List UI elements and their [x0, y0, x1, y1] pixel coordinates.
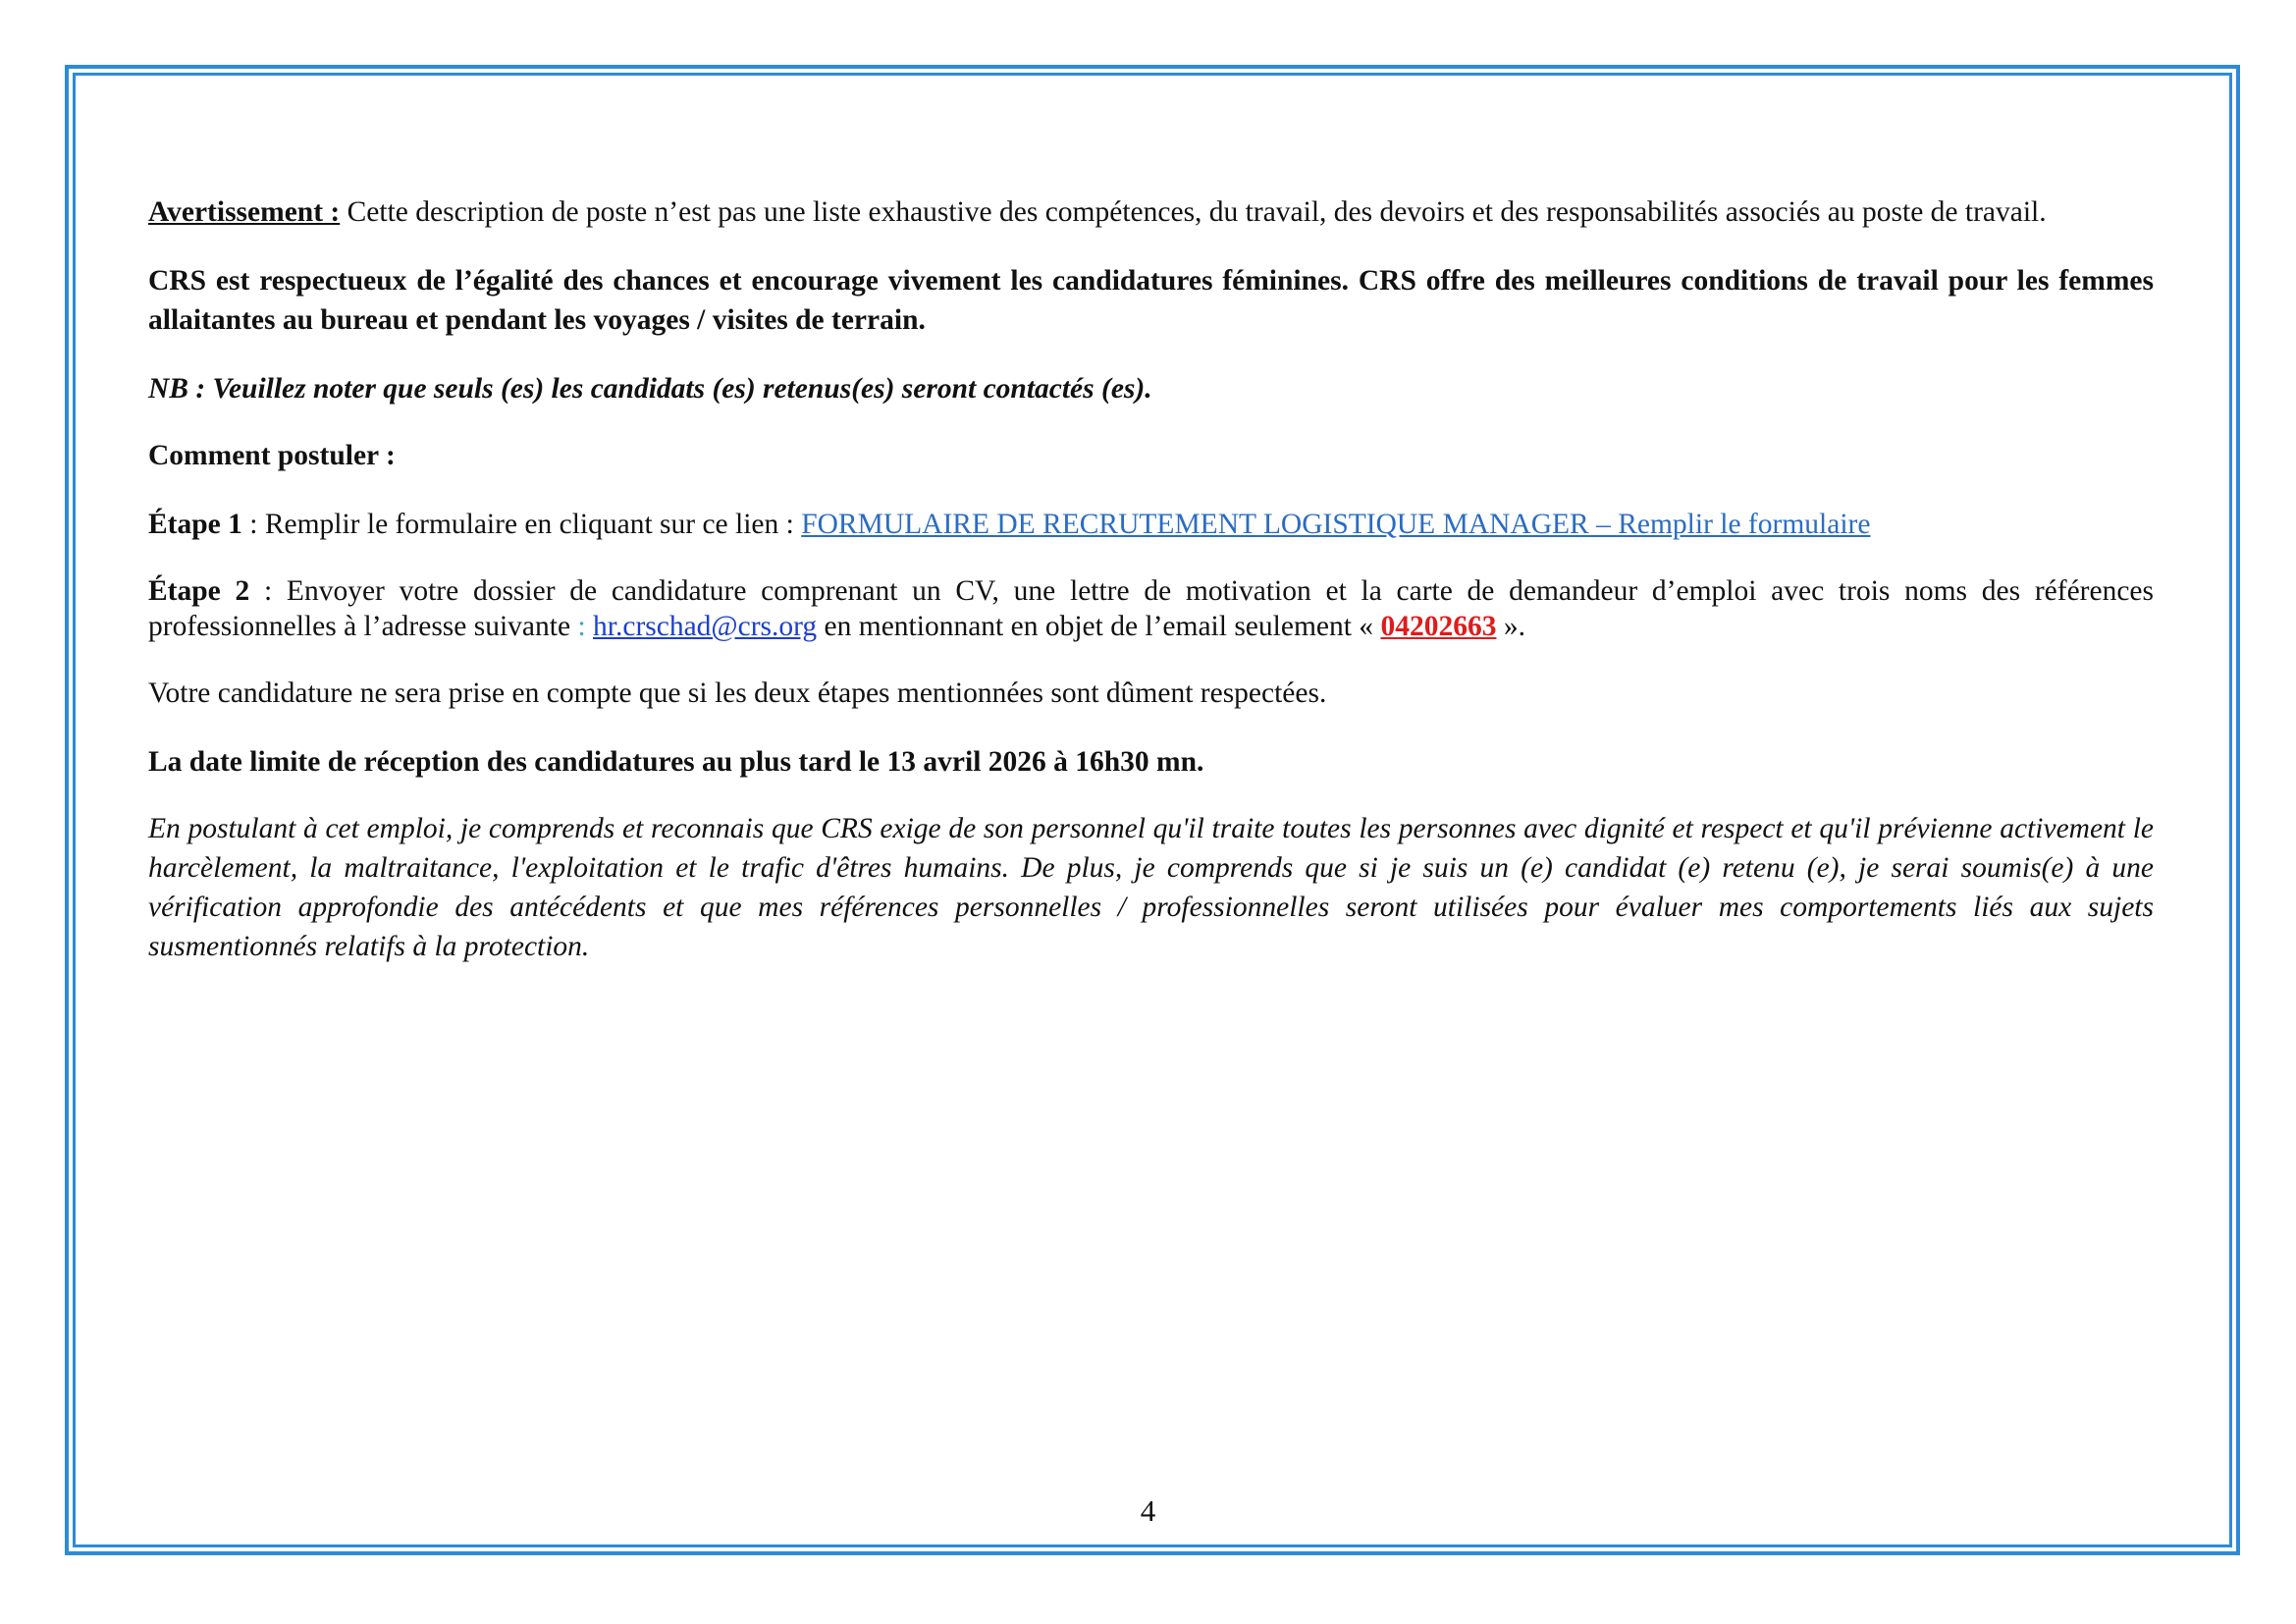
document-body — [148, 192, 2154, 966]
step1-text: : Remplir le formulaire en cliquant sur ce lien : — [241, 509, 802, 540]
deadline-paragraph: La date limite de réception des candidatures au plus tard le 13 avril 2026 à 16h30 mn. — [148, 746, 1204, 778]
disclaimer-paragraph — [148, 192, 2154, 232]
page-number: 4 — [1140, 1493, 1156, 1528]
step2-subject-text: en mentionnant en objet de l’email seulement « — [817, 611, 1381, 642]
equal-opportunity-paragraph: CRS est respectueux de l’égalité des chances et encourage vivement les candidatures féminines. CRS offre des meilleures conditions de travail pour les femmes allaitantes au bureau et pendant les voyages / visites de terrain. — [148, 265, 2154, 336]
nb-note: NB : Veuillez noter que seuls (es) les candidats (es) retenus(es) seront contactés (es). — [148, 373, 1152, 405]
step2-text: : Envoyer votre dossier de candidature comprenant un CV, une lettre de motivation et la carte de demandeur d’emploi avec trois noms des références professionnelles à l’adresse suivante — [148, 575, 2155, 642]
step2-closing: ». — [1496, 611, 1525, 642]
recruitment-form-link[interactable]: FORMULAIRE DE RECRUTEMENT LOGISTIQUE MANAGER – Remplir le formulaire — [801, 509, 1871, 540]
reference-code: 04202663 — [1380, 611, 1497, 642]
validity-note: Votre candidature ne sera prise en compte que si les deux étapes mentionnées sont dûment respectées. — [148, 677, 1327, 709]
how-to-apply-heading: Comment postuler : — [148, 440, 396, 471]
disclaimer-text: Cette description de poste n’est pas une liste exhaustive des compétences, du travail, des devoirs et des responsabilités associés au poste de travail. — [340, 196, 2047, 228]
step1-paragraph — [148, 505, 2154, 544]
disclaimer-label: Avertissement : — [148, 196, 341, 228]
safeguarding-paragraph: En postulant à cet emploi, je comprends et reconnais que CRS exige de son personnel qu'il traite toutes les personnes avec dignité et respect et qu'il prévienne activement le harcèlement, la maltraitance, l'exploitation et le trafic d'êtres humains. De plus, je comprends que si je suis un (e) candidat (e) retenu (e), je serai soumis(e) à une vérification approfondie des antécédents et que mes références personnelles / professionnelles seront utilisées pour évaluer mes comportements liés aux sujets susmentionnés relatifs à la protection. — [148, 813, 2154, 962]
hr-email-link[interactable]: hr.crschad@crs.org — [593, 611, 818, 642]
step2-paragraph — [148, 573, 2154, 644]
step2-colon: : — [577, 611, 586, 642]
step1-label: Étape 1 — [148, 509, 242, 540]
step2-label: Étape 2 — [148, 575, 250, 607]
